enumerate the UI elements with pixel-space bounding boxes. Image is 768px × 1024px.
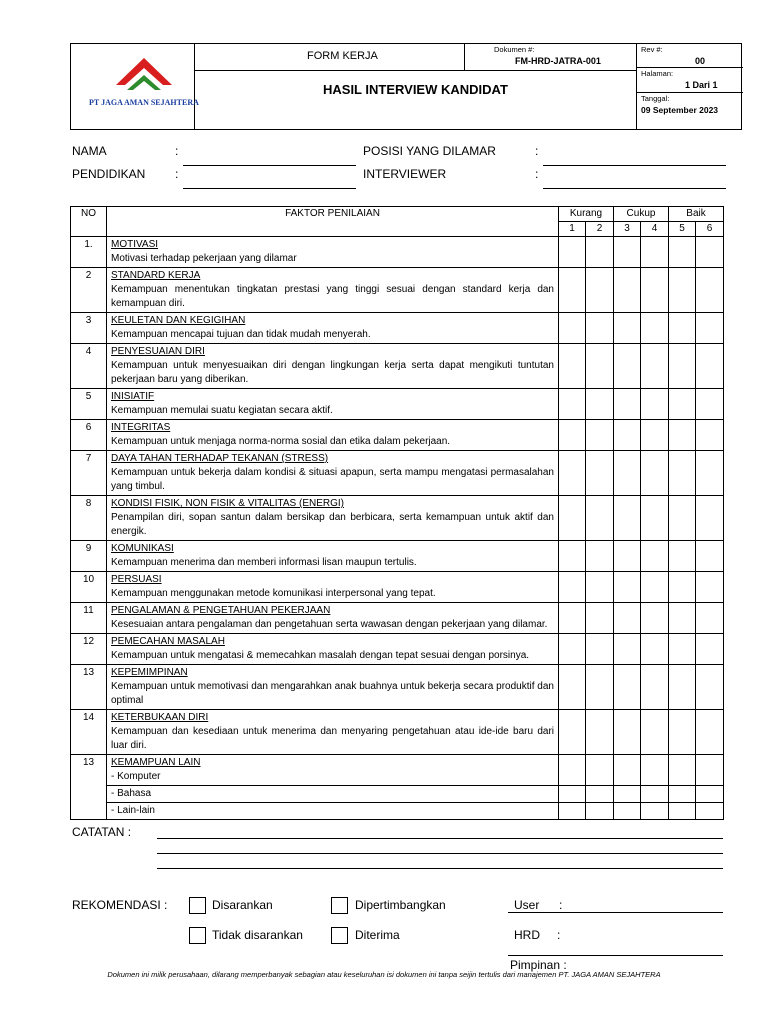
factor-title: MOTIVASI bbox=[111, 239, 159, 250]
score-cell[interactable] bbox=[696, 389, 724, 420]
factor-description: Kemampuan untuk menyesuaikan diri dengan lingkungan kerja serta dapat mengikuti tuntutan pekerjaan baru yang diberikan. bbox=[111, 360, 554, 385]
score-cell[interactable] bbox=[696, 634, 724, 665]
score-cell[interactable] bbox=[641, 420, 669, 451]
score-cell[interactable] bbox=[614, 420, 641, 451]
posisi-colon: : bbox=[535, 144, 539, 158]
skill-item: - Lain-lain bbox=[107, 803, 559, 820]
score-cell[interactable] bbox=[614, 710, 641, 755]
group-kurang: Kurang bbox=[559, 207, 614, 222]
score-cell[interactable] bbox=[641, 496, 669, 541]
interviewer-input-line[interactable] bbox=[543, 188, 726, 189]
score-cell[interactable] bbox=[641, 389, 669, 420]
document-header bbox=[70, 43, 742, 130]
form-type: FORM KERJA bbox=[307, 50, 378, 62]
score-cell[interactable] bbox=[586, 541, 614, 572]
table-row bbox=[71, 237, 724, 268]
diterima-label: Diterima bbox=[355, 928, 400, 942]
factor-description: Motivasi terhadap pekerjaan yang dilamar bbox=[111, 253, 297, 264]
score-cell[interactable] bbox=[614, 451, 641, 496]
score-cell[interactable] bbox=[669, 541, 696, 572]
score-cell[interactable] bbox=[696, 603, 724, 634]
score-cell[interactable] bbox=[614, 389, 641, 420]
score-1: 1 bbox=[559, 222, 586, 237]
diterima-checkbox[interactable] bbox=[331, 927, 348, 944]
row-number: 4 bbox=[71, 344, 107, 389]
factor-cell bbox=[107, 389, 559, 420]
company-name: PT JAGA AMAN SEJAHTERA bbox=[89, 98, 199, 107]
score-cell[interactable] bbox=[586, 313, 614, 344]
factor-description: Kemampuan untuk menjaga norma-norma sosial dan etika dalam pekerjaan. bbox=[111, 436, 451, 447]
score-cell[interactable] bbox=[559, 603, 586, 634]
score-cell[interactable] bbox=[696, 420, 724, 451]
row-number: 5 bbox=[71, 389, 107, 420]
score-cell[interactable] bbox=[641, 344, 669, 389]
score-cell[interactable] bbox=[586, 603, 614, 634]
score-cell[interactable] bbox=[641, 786, 669, 803]
score-cell[interactable] bbox=[586, 710, 614, 755]
factor-title: PENGALAMAN & PENGETAHUAN PEKERJAAN bbox=[111, 605, 331, 616]
rekomendasi-label: REKOMENDASI : bbox=[72, 898, 168, 912]
factor-description: Kemampuan untuk bekerja dalam kondisi & situasi apapun, serta mampu mengatasi permasalahan yang timbul. bbox=[111, 467, 554, 492]
factor-cell bbox=[107, 572, 559, 603]
factor-title: KOMUNIKASI bbox=[111, 543, 174, 554]
table-row bbox=[71, 665, 724, 710]
score-cell[interactable] bbox=[641, 603, 669, 634]
row-number: 11 bbox=[71, 603, 107, 634]
score-4: 4 bbox=[641, 222, 669, 237]
factor-title: KEPEMIMPINAN bbox=[111, 667, 188, 678]
rev-value: 00 bbox=[695, 56, 706, 66]
col-no-header: NO bbox=[71, 207, 107, 237]
catatan-label: CATATAN : bbox=[72, 825, 132, 839]
interviewer-label: INTERVIEWER bbox=[363, 167, 447, 181]
disarankan-label: Disarankan bbox=[212, 898, 273, 912]
row-number: 1. bbox=[71, 237, 107, 268]
row-number: 14 bbox=[71, 710, 107, 755]
factor-description: Kemampuan untuk mengatasi & memecahkan masalah dengan tepat sesuai dengan porsinya. bbox=[111, 650, 530, 661]
factor-title: INTEGRITAS bbox=[111, 422, 171, 433]
row-number: 3 bbox=[71, 313, 107, 344]
score-cell[interactable] bbox=[614, 541, 641, 572]
score-cell[interactable] bbox=[641, 237, 669, 268]
score-cell[interactable] bbox=[669, 786, 696, 803]
factor-description: Kemampuan dan kesediaan untuk menerima dan menyaring pengetahuan atau ide-ide baru dari luar diri. bbox=[111, 726, 554, 751]
score-3: 3 bbox=[614, 222, 641, 237]
factor-description: Kemampuan mencapai tujuan dan tidak mudah menyerah. bbox=[111, 329, 371, 340]
score-cell[interactable] bbox=[641, 803, 669, 820]
score-cell[interactable] bbox=[641, 634, 669, 665]
score-cell[interactable] bbox=[669, 237, 696, 268]
score-cell[interactable] bbox=[641, 451, 669, 496]
score-cell[interactable] bbox=[586, 803, 614, 820]
nama-input-line[interactable] bbox=[183, 165, 356, 166]
table-row bbox=[71, 710, 724, 755]
nama-colon: : bbox=[175, 144, 179, 158]
score-cell[interactable] bbox=[614, 572, 641, 603]
score-cell[interactable] bbox=[669, 572, 696, 603]
row-number: 8 bbox=[71, 496, 107, 541]
factor-cell bbox=[107, 634, 559, 665]
factor-title: KEULETAN DAN KEGIGIHAN bbox=[111, 315, 246, 326]
factor-title: PEMECAHAN MASALAH bbox=[111, 636, 225, 647]
score-cell[interactable] bbox=[586, 344, 614, 389]
score-cell[interactable] bbox=[559, 451, 586, 496]
disarankan-checkbox[interactable] bbox=[189, 897, 206, 914]
factor-cell bbox=[107, 237, 559, 268]
table-row bbox=[71, 603, 724, 634]
score-cell[interactable] bbox=[614, 237, 641, 268]
factor-cell bbox=[107, 541, 559, 572]
score-cell[interactable] bbox=[696, 710, 724, 755]
score-cell[interactable] bbox=[586, 237, 614, 268]
factor-description: Kemampuan untuk memotivasi dan mengarahkan anak buahnya untuk bekerja secara produktif dan optimal bbox=[111, 681, 554, 706]
page-label: Halaman: bbox=[641, 69, 674, 78]
score-cell[interactable] bbox=[669, 496, 696, 541]
skill-item: - Komputer bbox=[111, 771, 161, 782]
score-cell[interactable] bbox=[696, 755, 724, 786]
factor-description: Kesesuaian antara pengalaman dan pengetahuan serta wawasan dengan pekerjaan yang dilamar. bbox=[111, 619, 548, 630]
score-2: 2 bbox=[586, 222, 614, 237]
assessment-table bbox=[70, 206, 724, 820]
score-cell[interactable] bbox=[669, 420, 696, 451]
factor-description: Penampilan diri, sopan santun dalam bersikap dan berbicara, serta kemampuan untuk aktif dan energik. bbox=[111, 512, 554, 537]
score-cell[interactable] bbox=[559, 572, 586, 603]
pendidikan-colon: : bbox=[175, 167, 179, 181]
score-cell[interactable] bbox=[559, 786, 586, 803]
factor-title: KONDISI FISIK, NON FISIK & VITALITAS (ENERGI) bbox=[111, 498, 344, 509]
posisi-input-line[interactable] bbox=[543, 165, 726, 166]
table-row bbox=[71, 634, 724, 665]
doc-number: FM-HRD-JATRA-001 bbox=[515, 56, 601, 66]
score-cell[interactable] bbox=[696, 344, 724, 389]
table-row bbox=[71, 451, 724, 496]
factor-title: KETERBUKAAN DIRI bbox=[111, 712, 209, 723]
table-row bbox=[71, 572, 724, 603]
score-cell[interactable] bbox=[559, 803, 586, 820]
score-cell[interactable] bbox=[669, 665, 696, 710]
score-cell[interactable] bbox=[559, 268, 586, 313]
score-cell[interactable] bbox=[669, 389, 696, 420]
score-cell[interactable] bbox=[696, 313, 724, 344]
score-cell[interactable] bbox=[669, 344, 696, 389]
score-cell[interactable] bbox=[614, 268, 641, 313]
factor-description: Kemampuan menerima dan memberi informasi lisan maupun tertulis. bbox=[111, 557, 417, 568]
score-cell[interactable] bbox=[669, 268, 696, 313]
table-row bbox=[71, 313, 724, 344]
table-row bbox=[71, 496, 724, 541]
posisi-label: POSISI YANG DILAMAR bbox=[363, 144, 496, 158]
score-cell[interactable] bbox=[586, 572, 614, 603]
score-cell[interactable] bbox=[669, 451, 696, 496]
hrd-signature-line[interactable] bbox=[508, 955, 723, 956]
factor-cell bbox=[107, 603, 559, 634]
row-number: 9 bbox=[71, 541, 107, 572]
score-cell[interactable] bbox=[641, 710, 669, 755]
score-cell[interactable] bbox=[586, 389, 614, 420]
score-cell[interactable] bbox=[614, 803, 641, 820]
factor-cell bbox=[107, 496, 559, 541]
factor-description: Kemampuan memulai suatu kegiatan secara aktif. bbox=[111, 405, 333, 416]
score-cell[interactable] bbox=[641, 541, 669, 572]
dipertimbangkan-checkbox[interactable] bbox=[331, 897, 348, 914]
pendidikan-label: PENDIDIKAN bbox=[72, 167, 146, 181]
score-cell[interactable] bbox=[641, 268, 669, 313]
score-cell[interactable] bbox=[614, 634, 641, 665]
factor-description: Kemampuan menentukan tingkatan prestasi yang tinggi sesuai dengan standard kerja dan kemampuan diri. bbox=[111, 284, 554, 309]
tidak-disarankan-label: Tidak disarankan bbox=[212, 928, 303, 942]
factor-cell bbox=[107, 451, 559, 496]
score-cell[interactable] bbox=[696, 237, 724, 268]
factor-cell bbox=[107, 755, 559, 786]
dipertimbangkan-label: Dipertimbangkan bbox=[355, 898, 446, 912]
row-number: 7 bbox=[71, 451, 107, 496]
table-header-row bbox=[71, 207, 724, 222]
score-cell[interactable] bbox=[696, 541, 724, 572]
nama-label: NAMA bbox=[72, 144, 107, 158]
pimpinan-label: Pimpinan : bbox=[510, 958, 567, 972]
group-cukup: Cukup bbox=[614, 207, 669, 222]
score-cell[interactable] bbox=[586, 451, 614, 496]
pendidikan-input-line[interactable] bbox=[183, 188, 356, 189]
hrd-colon: : bbox=[557, 928, 561, 942]
factor-cell bbox=[107, 665, 559, 710]
table-row bbox=[71, 755, 724, 786]
user-colon: : bbox=[559, 898, 563, 912]
table-row bbox=[71, 268, 724, 313]
score-cell[interactable] bbox=[559, 665, 586, 710]
score-cell[interactable] bbox=[641, 313, 669, 344]
factor-cell bbox=[107, 268, 559, 313]
score-cell[interactable] bbox=[559, 313, 586, 344]
page-title: HASIL INTERVIEW KANDIDAT bbox=[323, 82, 508, 97]
score-cell[interactable] bbox=[559, 389, 586, 420]
footer-disclaimer: Dokumen ini milik perusahaan, dilarang memperbanyak sebagian atau keseluruhan isi dokumen ini tanpa seijin tertulis dari manajemen PT. JAGA AMAN SEJAHTERA bbox=[107, 970, 661, 979]
row-number: 10 bbox=[71, 572, 107, 603]
score-cell[interactable] bbox=[559, 344, 586, 389]
score-cell[interactable] bbox=[696, 665, 724, 710]
score-cell[interactable] bbox=[614, 665, 641, 710]
row-number: 12 bbox=[71, 634, 107, 665]
score-5: 5 bbox=[669, 222, 696, 237]
score-cell[interactable] bbox=[669, 634, 696, 665]
hrd-label: HRD bbox=[514, 928, 540, 942]
score-cell[interactable] bbox=[559, 237, 586, 268]
row-number: 13 bbox=[71, 665, 107, 710]
score-cell[interactable] bbox=[586, 496, 614, 541]
group-baik: Baik bbox=[669, 207, 724, 222]
user-signature-line[interactable] bbox=[508, 912, 723, 913]
score-cell[interactable] bbox=[669, 313, 696, 344]
score-cell[interactable] bbox=[614, 344, 641, 389]
date-label: Tanggal: bbox=[641, 94, 670, 103]
date-value: 09 September 2023 bbox=[641, 105, 719, 115]
score-6: 6 bbox=[696, 222, 724, 237]
catatan-line-2[interactable] bbox=[157, 853, 723, 854]
score-cell[interactable] bbox=[614, 755, 641, 786]
score-cell[interactable] bbox=[586, 665, 614, 710]
row-number: 6 bbox=[71, 420, 107, 451]
score-cell[interactable] bbox=[696, 572, 724, 603]
score-cell[interactable] bbox=[559, 755, 586, 786]
skill-item: - Bahasa bbox=[107, 786, 559, 803]
tidak-disarankan-checkbox[interactable] bbox=[189, 927, 206, 944]
factor-title: STANDARD KERJA bbox=[111, 270, 201, 281]
table-row bbox=[71, 541, 724, 572]
score-cell[interactable] bbox=[669, 603, 696, 634]
user-label: User bbox=[514, 898, 540, 912]
score-cell[interactable] bbox=[641, 665, 669, 710]
score-cell[interactable] bbox=[614, 786, 641, 803]
factor-title: KEMAMPUAN LAIN bbox=[111, 757, 201, 768]
company-logo bbox=[113, 55, 175, 93]
table-row bbox=[71, 420, 724, 451]
score-cell[interactable] bbox=[669, 803, 696, 820]
score-cell[interactable] bbox=[559, 541, 586, 572]
table-row bbox=[71, 803, 724, 820]
score-cell[interactable] bbox=[586, 786, 614, 803]
factor-title: PERSUASI bbox=[111, 574, 162, 585]
score-cell[interactable] bbox=[696, 451, 724, 496]
score-cell[interactable] bbox=[696, 803, 724, 820]
factor-cell bbox=[107, 420, 559, 451]
interviewer-colon: : bbox=[535, 167, 539, 181]
factor-cell bbox=[107, 313, 559, 344]
score-cell[interactable] bbox=[614, 496, 641, 541]
score-cell[interactable] bbox=[559, 710, 586, 755]
table-row bbox=[71, 344, 724, 389]
rev-label: Rev #: bbox=[641, 45, 663, 54]
score-cell[interactable] bbox=[696, 786, 724, 803]
table-row bbox=[71, 389, 724, 420]
factor-cell bbox=[107, 344, 559, 389]
catatan-line-3[interactable] bbox=[157, 868, 723, 869]
score-cell[interactable] bbox=[586, 420, 614, 451]
score-cell[interactable] bbox=[559, 634, 586, 665]
factor-title: INISIATIF bbox=[111, 391, 155, 402]
score-cell[interactable] bbox=[614, 313, 641, 344]
score-cell[interactable] bbox=[586, 634, 614, 665]
score-cell[interactable] bbox=[559, 496, 586, 541]
score-cell[interactable] bbox=[696, 268, 724, 313]
score-cell[interactable] bbox=[669, 755, 696, 786]
score-cell[interactable] bbox=[586, 268, 614, 313]
score-cell[interactable] bbox=[669, 710, 696, 755]
score-cell[interactable] bbox=[641, 755, 669, 786]
doc-label: Dokumen #: bbox=[494, 45, 535, 54]
score-cell[interactable] bbox=[614, 603, 641, 634]
table-row bbox=[71, 786, 724, 803]
factor-title: DAYA TAHAN TERHADAP TEKANAN (STRESS) bbox=[111, 453, 329, 464]
col-factor-header: FAKTOR PENILAIAN bbox=[107, 207, 559, 237]
score-cell[interactable] bbox=[641, 572, 669, 603]
factor-cell bbox=[107, 710, 559, 755]
factor-title: PENYESUAIAN DIRI bbox=[111, 346, 205, 357]
catatan-line-1[interactable] bbox=[157, 838, 723, 839]
page-value: 1 Dari 1 bbox=[685, 80, 718, 90]
score-cell[interactable] bbox=[586, 755, 614, 786]
score-cell[interactable] bbox=[559, 420, 586, 451]
row-number: 13 bbox=[71, 755, 107, 820]
score-cell[interactable] bbox=[696, 496, 724, 541]
factor-description: Kemampuan menggunakan metode komunikasi interpersonal yang tepat. bbox=[111, 588, 436, 599]
row-number: 2 bbox=[71, 268, 107, 313]
